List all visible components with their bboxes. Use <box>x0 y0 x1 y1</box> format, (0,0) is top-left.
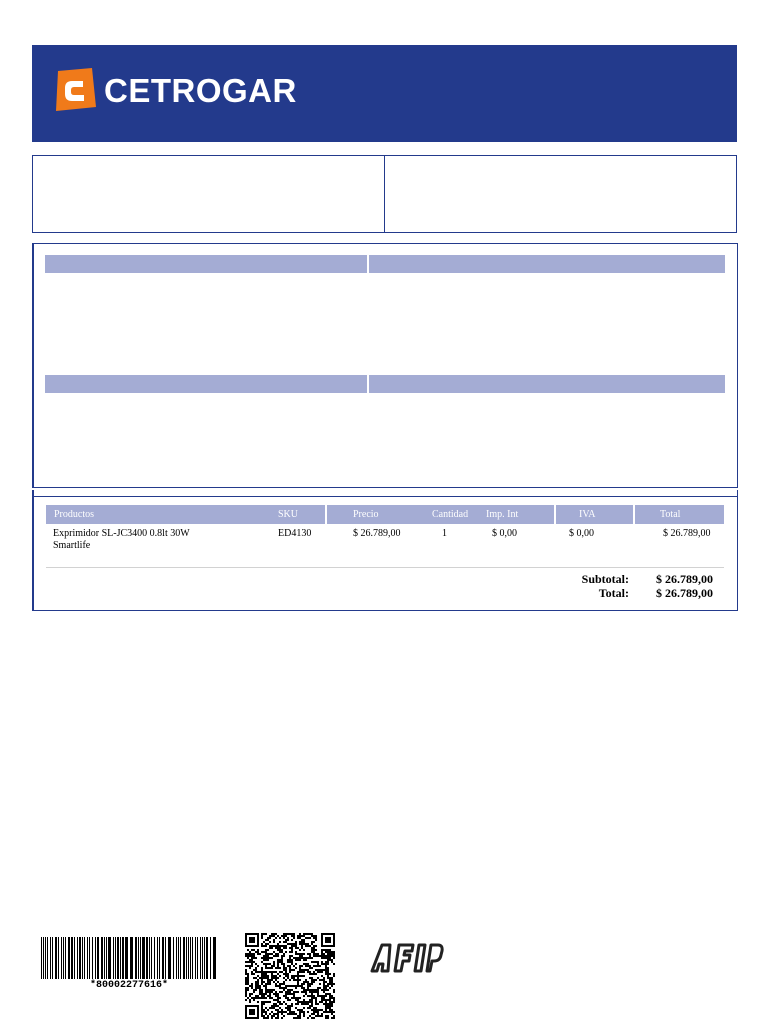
subtotal-row <box>509 572 713 586</box>
products-section <box>32 490 738 611</box>
col-header-imp-int: Imp. Int <box>486 509 519 520</box>
details-header-band-2 <box>45 375 725 393</box>
product-iva: $ 0,00 <box>569 528 594 539</box>
product-description: Exprimidor SL-JC3400 0.8lt 30W Smartlife <box>53 528 190 551</box>
details-box <box>32 243 738 488</box>
header-separator <box>633 505 635 524</box>
info-right <box>384 156 736 232</box>
product-total: $ 26.789,00 <box>663 528 711 539</box>
details-header-band-1 <box>45 255 725 273</box>
header-separator <box>325 505 327 524</box>
col-header-cantidad: Cantidad <box>432 509 469 520</box>
barcode-number: *80002277616* <box>89 980 168 991</box>
band-cell-left <box>45 255 369 273</box>
header-separator <box>554 505 556 524</box>
band-cell-right <box>369 255 725 273</box>
col-header-total: Total <box>660 509 681 520</box>
total-label: Total: <box>598 586 629 600</box>
product-quantity: 1 <box>442 528 447 539</box>
row-divider <box>46 567 724 568</box>
qr-code-icon <box>245 933 335 1019</box>
subtotal-value: $ 26.789,00 <box>656 572 713 586</box>
product-price: $ 26.789,00 <box>353 528 401 539</box>
col-header-precio: Precio <box>353 509 379 520</box>
header-banner <box>32 45 737 142</box>
brand-name: CETROGAR <box>104 71 297 109</box>
info-left <box>33 156 384 232</box>
barcode-icon <box>40 937 218 979</box>
brand-logo <box>52 67 297 113</box>
products-table-header <box>46 505 724 524</box>
section-divider <box>34 496 737 497</box>
band-cell-right <box>369 375 725 393</box>
subtotal-label: Subtotal: <box>581 572 629 586</box>
col-header-sku: SKU <box>278 509 299 520</box>
col-header-iva: IVA <box>579 509 596 520</box>
total-row <box>509 586 713 600</box>
totals-block <box>509 572 713 600</box>
afip-logo <box>368 940 444 974</box>
total-value: $ 26.789,00 <box>656 586 713 600</box>
product-imp-int: $ 0,00 <box>492 528 517 539</box>
band-cell-left <box>45 375 369 393</box>
product-sku: ED4130 <box>278 528 312 539</box>
col-header-productos: Productos <box>54 509 94 520</box>
cetrogar-c-logo-icon <box>52 67 98 113</box>
barcode <box>40 937 218 993</box>
info-box <box>32 155 737 233</box>
